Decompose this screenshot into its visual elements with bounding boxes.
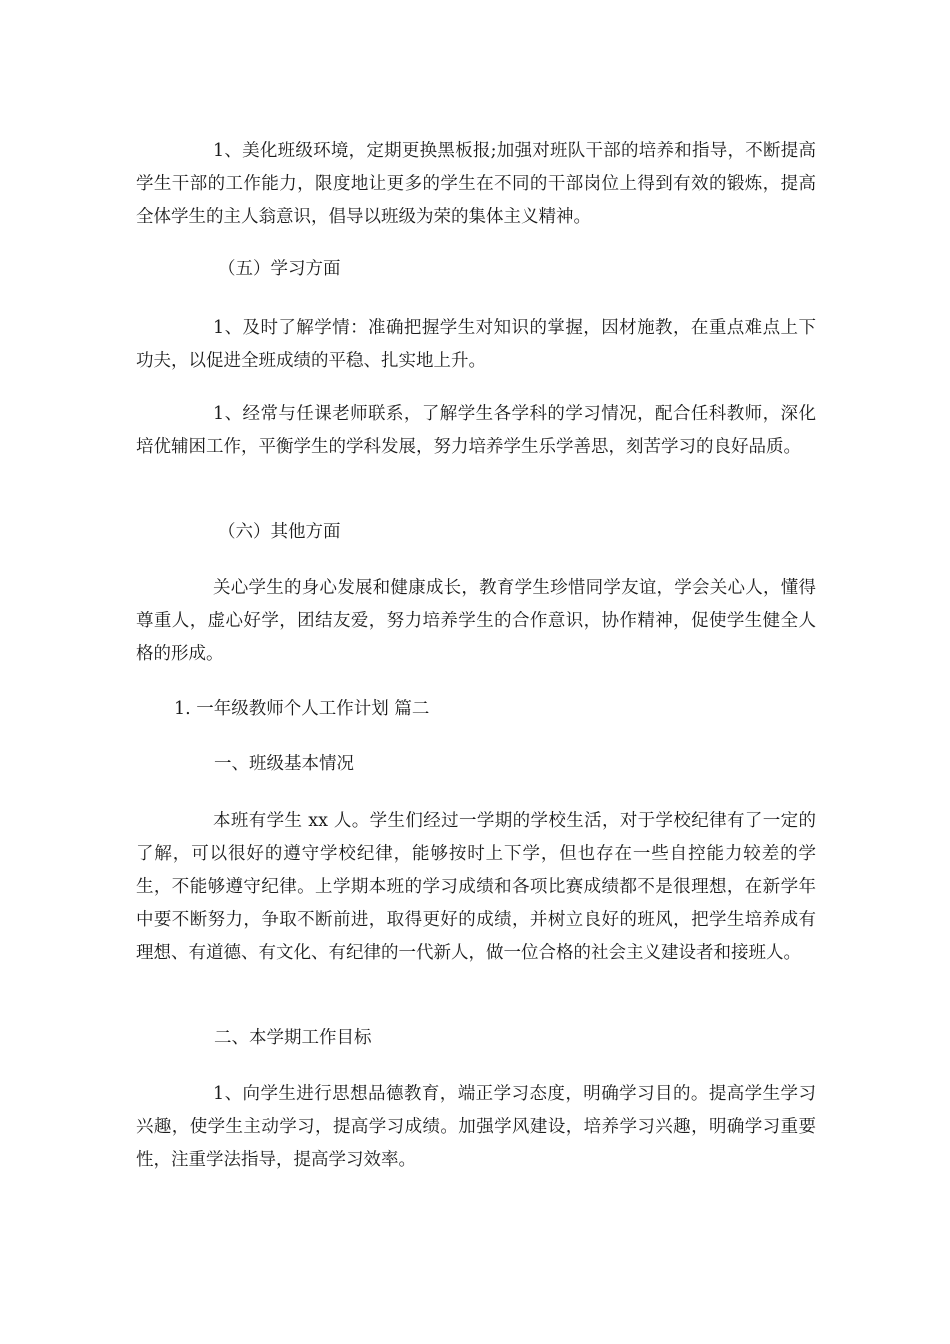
section-heading-class-info: 一、班级基本情况 [214,754,354,774]
section-heading-study: （五）学习方面 [218,259,341,279]
section-heading-other: （六）其他方面 [218,522,341,542]
paragraph-class-environment: 1、美化班级环境，定期更换黑板报;加强对班队干部的培养和指导，不断提高学生干部的工作能力，限度地让更多的学生在不同的干部岗位上得到有效的锻炼，提高全体学生的主人翁意识，倡导以班级为荣的集体主义精神。 [136,141,816,227]
paragraph-moral-education: 1、向学生进行思想品德教育，端正学习态度，明确学习目的。提高学生学习兴趣，使学生主动学习，提高学习成绩。加强学风建设，培养学习兴趣，明确学习重要性，注重学法指导，提高学习效率。 [136,1084,816,1170]
paragraph-teacher-contact: 1、经常与任课老师联系，了解学生各学科的学习情况，配合任科教师，深化培优辅困工作，平衡学生的学科发展，努力培养学生乐学善思，刻苦学习的良好品质。 [136,404,816,457]
document-section-title: 1. 一年级教师个人工作计划 篇二 [174,699,430,719]
paragraph-student-care: 关心学生的身心发展和健康成长，教育学生珍惜同学友谊，学会关心人，懂得尊重人，虚心好学，团结友爱，努力培养学生的合作意识，协作精神，促使学生健全人格的形成。 [136,578,816,664]
section-heading-goals: 二、本学期工作目标 [214,1028,372,1048]
paragraph-understand-learning: 1、及时了解学情：准确把握学生对知识的掌握，因材施教，在重点难点上下功夫，以促进全班成绩的平稳、扎实地上升。 [136,318,816,371]
paragraph-class-info: 本班有学生 xx 人。学生们经过一学期的学校生活，对于学校纪律有了一定的了解，可以很好的遵守学校纪律，能够按时上下学，但也存在一些自控能力较差的学生，不能够遵守纪律。上学期本班的学习成绩和各项比赛成绩都不是很理想，在新学年中要不断努力，争取不断前进，取得更好的成绩，并树立良好的班风，把学生培养成有理想、有道德、有文化、有纪律的一代新人，做一位合格的社会主义建设者和接班人。 [136,811,816,963]
